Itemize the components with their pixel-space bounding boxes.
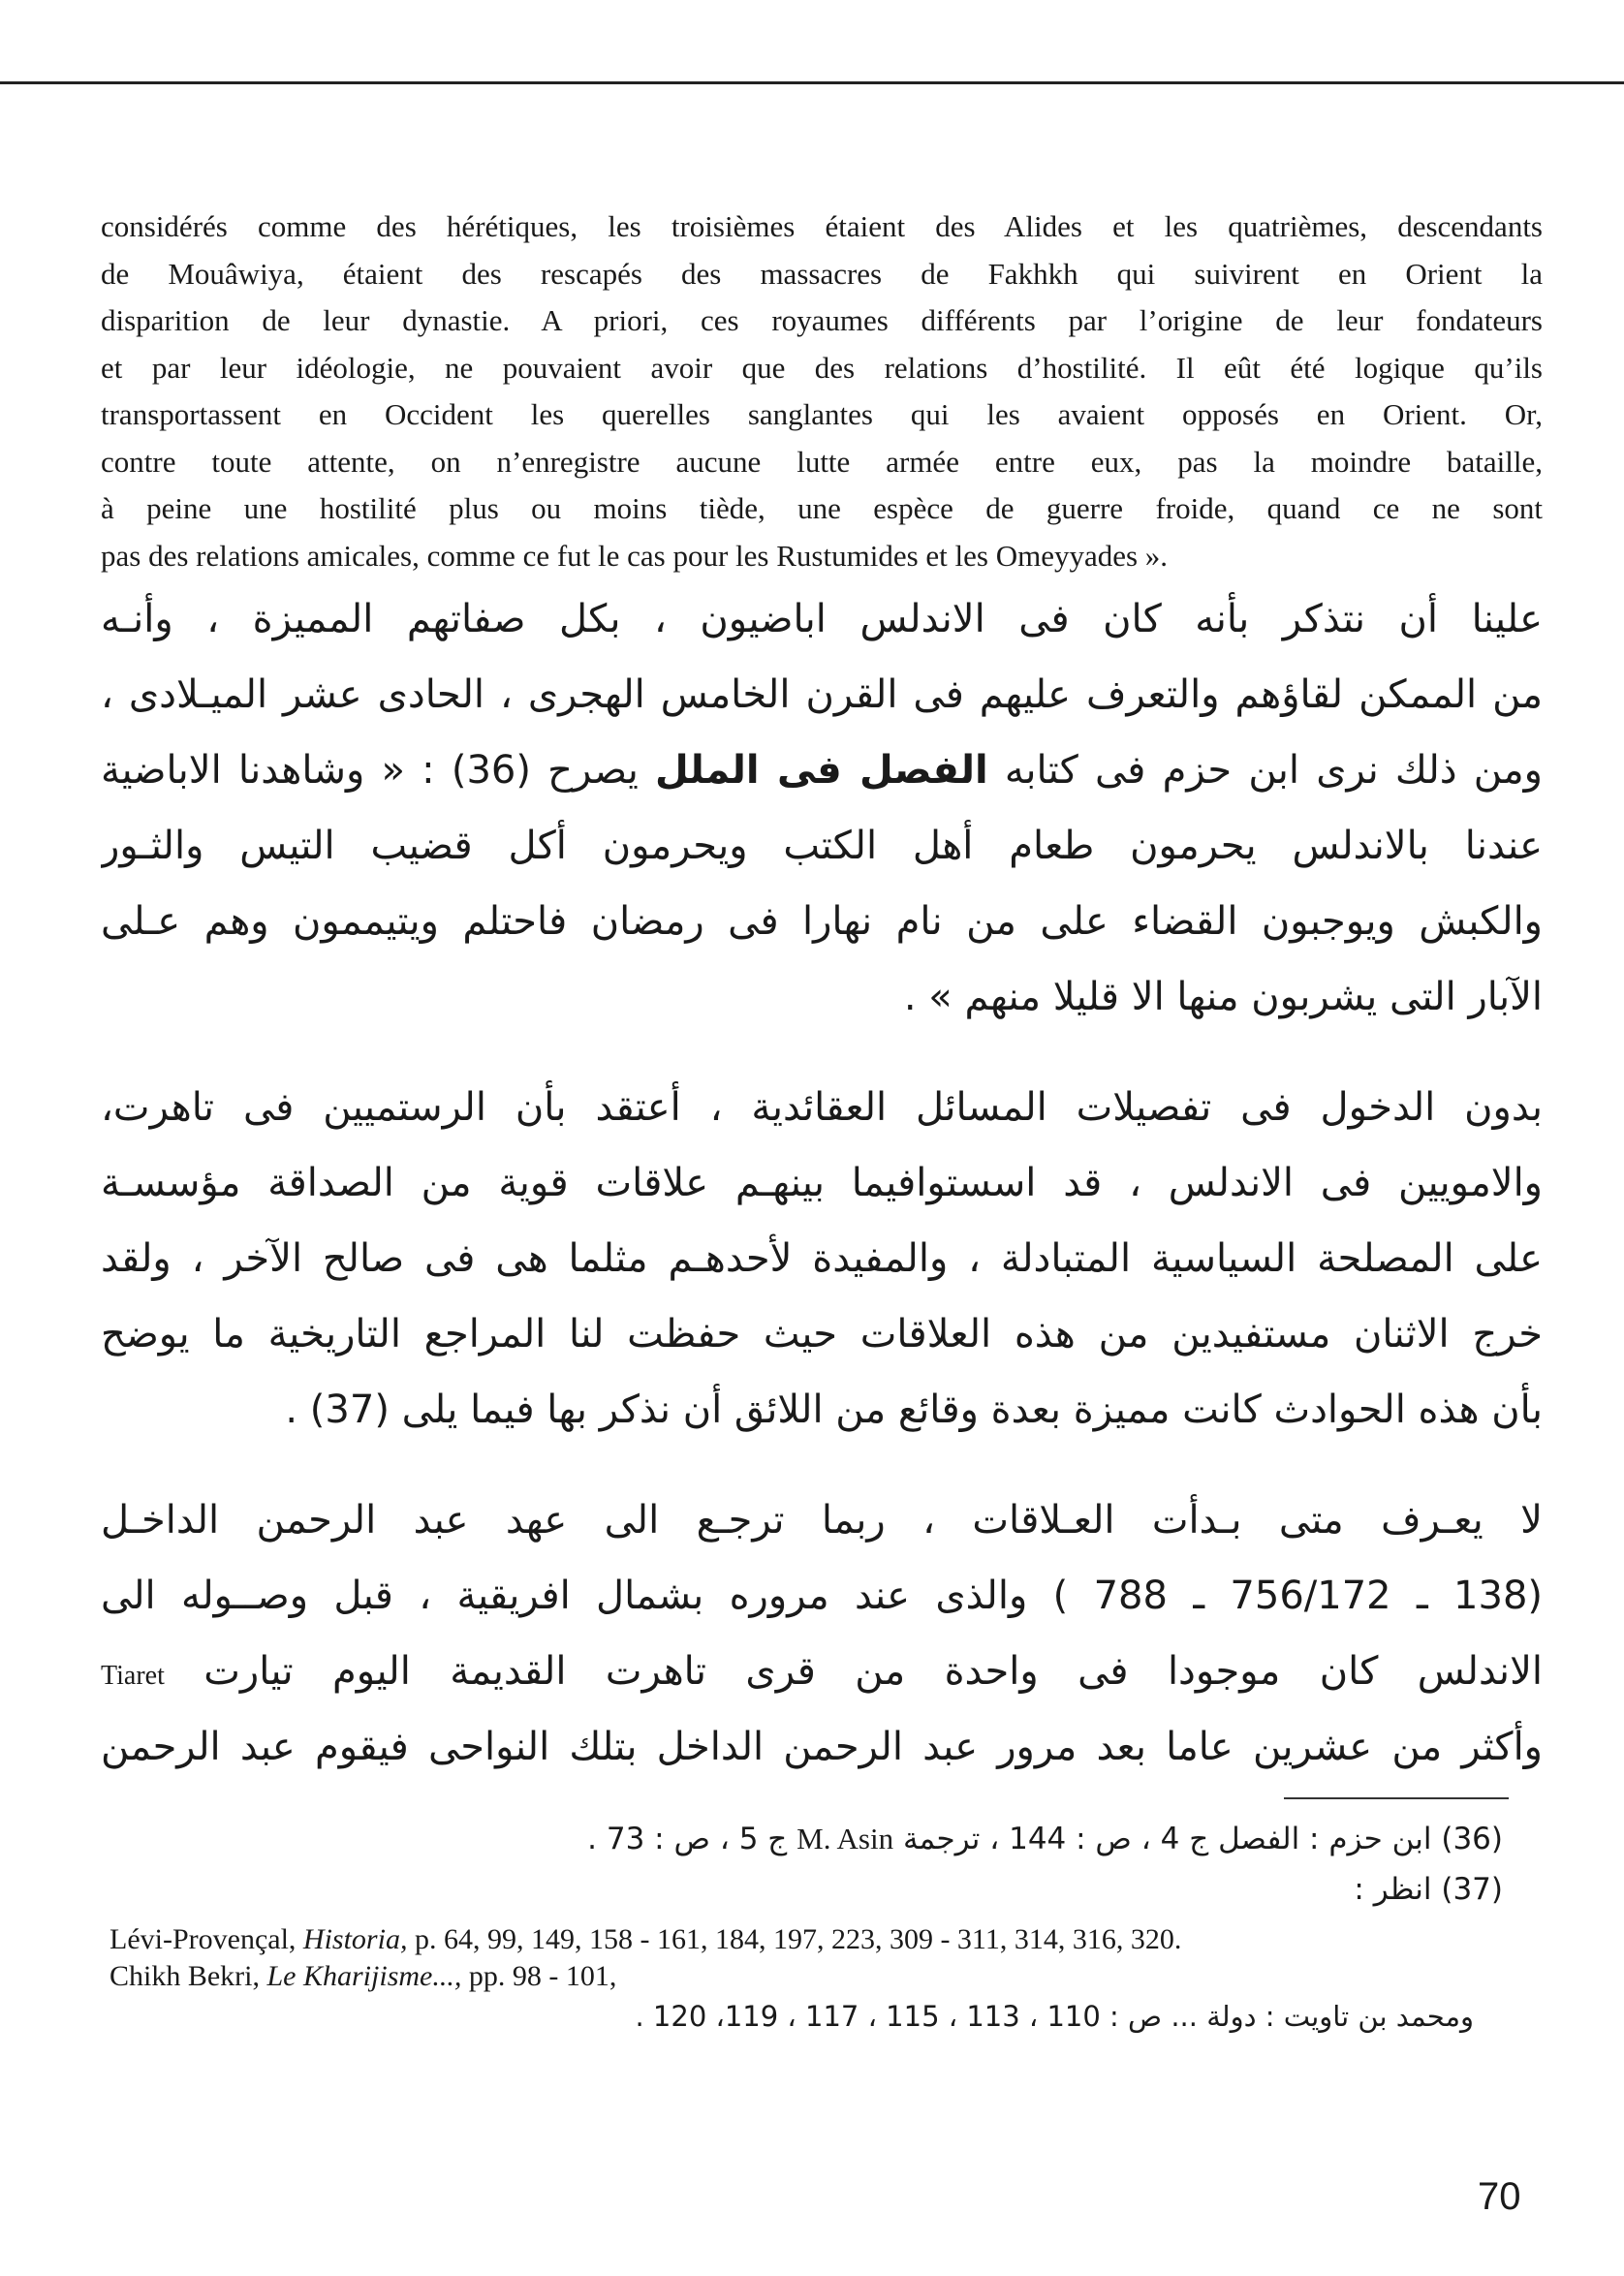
french-paragraph xyxy=(101,203,1543,579)
arabic-p1-line-3-end: يصرح (36) : « وشاهدنا الاباضية xyxy=(101,748,639,793)
french-line-8: pas des relations amicales, comme ce fut le cas pour les Rustumides et les Omeyyades ». xyxy=(101,538,1169,573)
ref2-title: Le Kharijisme..., xyxy=(266,1960,462,1992)
arabic-p3-line-2: (138 ـ 756/172 ـ 788 ) والذى عند مروره بشمال افريقية ، قبل وصــوله الى xyxy=(101,1574,1543,1618)
arabic-paragraph-2 xyxy=(101,1070,1543,1448)
arabic-p1-line-1: علينا أن نتذكر بأنه كان فى الاندلس اباضيون ، بكل صفاتهم المميزة ، وأنـه xyxy=(101,597,1543,641)
arabic-p2-line-1: بدون الدخول فى تفصيلات المسائل العقائدية ، أعتقد بأن الرستميين فى تاهرت، xyxy=(101,1085,1543,1130)
arabic-p3-line-1: لا يعـرف متى بـدأت العـلاقات ، ربما ترجـع الى عهد عبد الرحمن الداخـل xyxy=(101,1498,1543,1543)
french-line-4: et par leur idéologie, ne pouvaient avoir que des relations d’hostilité. Il eût été logique qu’ils xyxy=(101,350,1543,385)
reference-levi-provencal xyxy=(109,1923,1181,1956)
arabic-paragraph-1 xyxy=(101,581,1543,1035)
french-line-7: à peine une hostilité plus ou moins tiède, une espèce de guerre froide, quand ce ne sont xyxy=(101,491,1543,525)
page-number: 70 xyxy=(1478,2175,1521,2218)
arabic-p3-line-3 xyxy=(101,1634,1543,1709)
arabic-p2-line-5: بأن هذه الحوادث كانت مميزة بعدة وقائع من اللائق أن نذكر بها فيما يلى (37) . xyxy=(285,1387,1543,1432)
footnote-rule xyxy=(1284,1797,1509,1799)
book-title-al-fasl: الفصل فى الملل xyxy=(655,748,988,793)
footnote-36 xyxy=(587,1822,1503,1856)
arabic-p1-line-3-start: ومن ذلك نرى ابن حزم فى كتابه xyxy=(1004,748,1543,793)
arabic-p1-line-5: والكبش ويوجبون القضاء على من نام نهارا فى رمضان فاحتلم ويتيممون وهم عـلى xyxy=(101,899,1543,944)
footnote-36-translator: M. Asin xyxy=(796,1822,894,1855)
french-line-2: de Mouâwiya, étaient des rescapés des massacres de Fakhkh qui suivirent en Orient la xyxy=(101,256,1543,291)
arabic-p1-line-6: الآبار التى يشربون منها الا قليلا منهم » . xyxy=(903,975,1543,1019)
footnote-37: (37) انظر : xyxy=(1354,1872,1503,1907)
french-line-5: transportassent en Occident les querelles sanglantes qui les avaient opposés en Orient. Or, xyxy=(101,397,1543,431)
footnote-36-end: ج 5 ، ص : 73 . xyxy=(587,1822,788,1856)
reference-ben-tawit: ومحمد بن تاويت : دولة ... ص : 110 ، 113 ، 115 ، 117 ، 119، 120 . xyxy=(635,2000,1474,2033)
tiaret-latin: Tiaret xyxy=(101,1661,165,1691)
arabic-p1-line-2: من الممكن لقاؤهم والتعرف عليهم فى القرن الخامس الهجرى ، الحادى عشر الميـلادى ، xyxy=(101,672,1543,717)
ref2-author: Chikh Bekri, xyxy=(109,1960,260,1992)
ref1-author: Lévi-Provençal, xyxy=(109,1923,297,1955)
arabic-p3-line-3-text: الاندلس كان موجودا فى واحدة من قرى تاهرت القديمة اليوم تيارت xyxy=(203,1649,1543,1694)
arabic-p3-line-4: وأكثر من عشرين عاما بعد مرور عبد الرحمن الداخل بتلك النواحى فيقوم عبد الرحمن xyxy=(101,1725,1543,1769)
ref1-title: Historia, xyxy=(302,1923,408,1955)
footnote-36-start: (36) ابن حزم : الفصل ج 4 ، ص : 144 ، ترجمة xyxy=(902,1822,1503,1856)
arabic-p2-line-2: والامويين فى الاندلس ، قد اسستوافيما بينهـم علاقات قوية من الصداقة مؤسسـة xyxy=(101,1161,1543,1205)
french-line-1: considérés comme des hérétiques, les troisièmes étaient des Alides et les quatrièmes, descendants xyxy=(101,209,1543,243)
french-line-3: disparition de leur dynastie. A priori, ces royaumes différents par l’origine de leur fondateurs xyxy=(101,303,1543,337)
arabic-p1-line-3 xyxy=(101,733,1543,808)
top-rule xyxy=(0,81,1624,84)
ref2-pages: pp. 98 - 101, xyxy=(468,1960,617,1992)
arabic-p2-line-3: على المصلحة السياسية المتبادلة ، والمفيدة لأحدهـم مثلما هى فى صالح الآخر ، ولقد xyxy=(101,1236,1543,1281)
arabic-p2-line-4: خرج الاثنان مستفيدين من هذه العلاقات حيث حفظت لنا المراجع التاريخية ما يوضح xyxy=(101,1312,1543,1356)
reference-chikh-bekri xyxy=(109,1960,616,1993)
arabic-paragraph-3 xyxy=(101,1482,1543,1785)
french-line-6: contre toute attente, on n’enregistre aucune lutte armée entre eux, pas la moindre bataille, xyxy=(101,444,1543,479)
arabic-p1-line-4: عندنا بالاندلس يحرمون طعام أهل الكتب ويحرمون أكل قضيب التيس والثـور xyxy=(101,824,1543,868)
ref1-pages: p. 64, 99, 149, 158 - 161, 184, 197, 223, 309 - 311, 314, 316, 320. xyxy=(414,1923,1182,1955)
